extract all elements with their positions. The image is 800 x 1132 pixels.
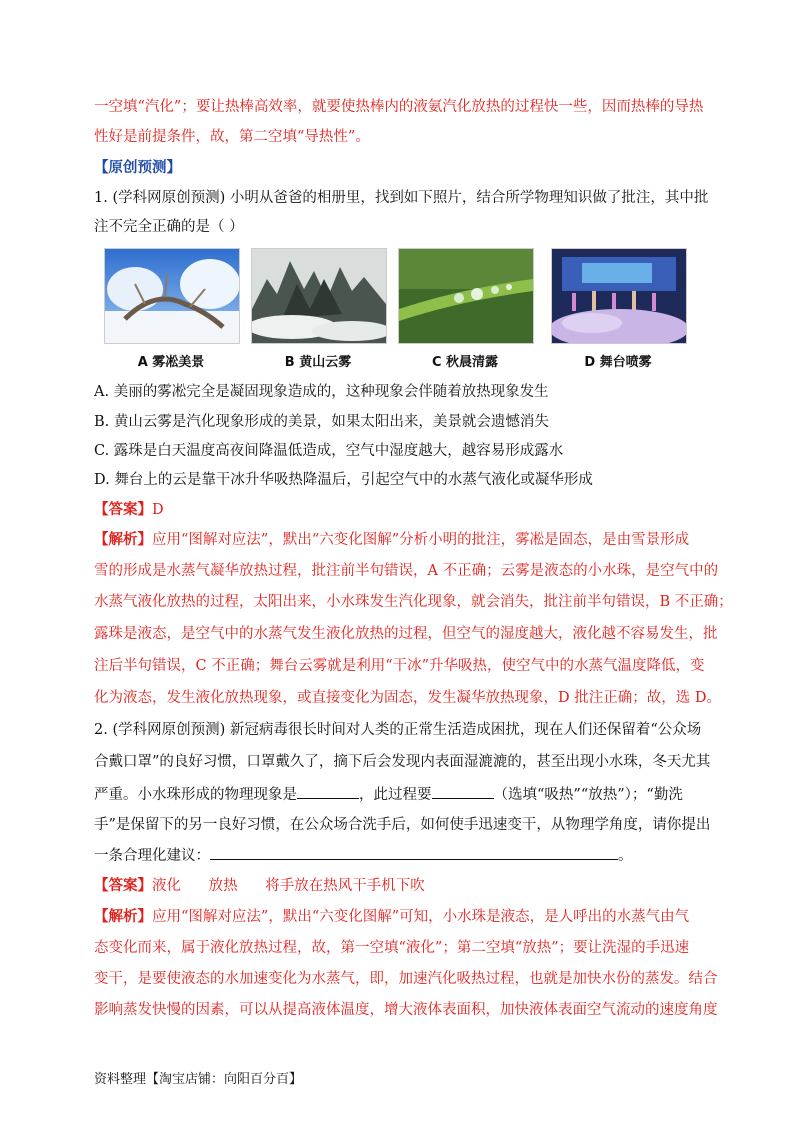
q1-option-b: B. 黄山云雾是汽化现象形成的美景，如果太阳出来，美景就会遗憾消失 xyxy=(94,414,549,430)
q1-analysis-line-1 xyxy=(94,530,714,550)
q2-stem-line-1: 2. (学科网原创预测) 新冠病毒很长时间对人类的正常生活造成困扰，现在人们还保留着“公众场 xyxy=(94,722,702,738)
photo-rime xyxy=(104,248,240,344)
q2-stem-line-4: 手”是保留下的另一良好习惯，在公众场合洗手后，如何使手迅速变干，从物理学角度，请你提出 xyxy=(94,817,711,833)
caption-c: C 秋晨清露 xyxy=(431,355,499,370)
q1-analysis-line-2: 雪的形成是水蒸气凝华放热过程，批注前半句错误，A 不正确；云雾是液态的小水珠，是空气中的 xyxy=(94,563,719,579)
q1-analysis-label: 【解析】 xyxy=(94,531,152,548)
q1-answer-label: 【答案】 xyxy=(94,501,152,518)
q2-stem-line-5 xyxy=(94,845,714,866)
q2-stem-line-3-b: ，此过程要 xyxy=(359,787,432,803)
q2-analysis-label: 【解析】 xyxy=(94,908,152,925)
q1-analysis-line-4: 露珠是液态，是空气中的水蒸气发生液化放热的过程，但空气的湿度越大，液化越不容易发生，批 xyxy=(94,626,718,642)
q2-stem-line-2: 合戴口罩”的良好习惯，口罩戴久了，摘下后会发现内表面湿漉漉的，甚至出现小水珠，冬天尤其 xyxy=(94,754,711,770)
q1-analysis-line-3: 水蒸气液化放热的过程，太阳出来，小水珠发生汽化现象，就会消失，批注前半句错误，B 不正确； xyxy=(94,594,733,610)
q1-answer xyxy=(94,500,714,520)
q2-stem-line-3 xyxy=(94,784,714,805)
q1-option-c: C. 露珠是白天温度高夜间降温低造成，空气中湿度越大，越容易形成露水 xyxy=(94,443,564,459)
q2-stem-line-3-c: （选填“吸热”“放热”）；“勤洗 xyxy=(493,787,683,803)
q2-answer xyxy=(94,876,714,896)
q1-answer-value: D xyxy=(152,502,164,518)
photo-dew xyxy=(398,248,534,344)
q1-stem-line-1: 1. (学科网原创预测) 小明从爸爸的相册里，找到如下照片，结合所学物理知识做了批注，其中批 xyxy=(94,190,709,206)
section-title: 【原创预测】 xyxy=(94,159,181,176)
q2-stem-line-3-a: 严重。小水珠形成的物理现象是 xyxy=(94,787,297,803)
photo-stage-fog xyxy=(551,248,687,344)
caption-a: A 雾凇美景 xyxy=(137,355,205,370)
page-footer: 资料整理【淘宝店铺：向阳百分百】 xyxy=(94,1072,303,1087)
caption-d: D 舞台喷雾 xyxy=(584,355,652,370)
q2-answer-text: 液化 放热 将手放在热风干手机下吹 xyxy=(152,878,425,894)
q2-blank-1[interactable] xyxy=(297,784,359,799)
q1-stem-line-2: 注不完全正确的是（ ） xyxy=(94,219,244,235)
q2-stem-line-5-b: 。 xyxy=(618,848,633,864)
photo-mountain-clouds xyxy=(251,248,387,344)
q2-analysis-line-2: 态变化而来，属于液化放热过程，故，第一空填“液化”；第二空填“放热”；要让洗湿的手迅速 xyxy=(94,940,690,956)
q1-analysis-text-1: 应用“图解对应法”，默出“六变化图解”分析小明的批注，雾凇是固态，是由雪景形成 xyxy=(152,532,690,548)
q1-analysis-line-6: 化为液态，发生液化放热现象，或直接变化为固态，发生凝华放热现象，D 批注正确；故，选 D。 xyxy=(94,690,721,706)
q2-analysis-text-1: 应用“图解对应法”，默出“六变化图解”可知，小水珠是液态，是人呼出的水蒸气由气 xyxy=(152,909,690,925)
q2-analysis-line-1 xyxy=(94,907,714,927)
q2-answer-label: 【答案】 xyxy=(94,877,152,894)
prev-analysis-line-2: 性好是前提条件，故，第二空填“导热性”。 xyxy=(94,129,370,145)
q1-option-d: D. 舞台上的云是靠干冰升华吸热降温后，引起空气中的水蒸气液化或凝华形成 xyxy=(94,472,593,488)
q2-blank-3[interactable] xyxy=(210,845,618,860)
q1-option-a: A. 美丽的雾凇完全是凝固现象造成的，这种现象会伴随着放热现象发生 xyxy=(94,384,549,400)
q2-analysis-line-4: 影响蒸发快慢的因素，可以从提高液体温度，增大液体表面积，加快液体表面空气流动的速度角度 xyxy=(94,1002,718,1018)
q2-blank-2[interactable] xyxy=(432,784,494,799)
q2-stem-line-5-a: 一条合理化建议： xyxy=(94,848,210,864)
prev-analysis-line-1: 一空填“汽化”；要让热棒高效率，就要使热棒内的液氨汽化放热的过程快一些，因而热棒的导热 xyxy=(94,99,704,115)
caption-b: B 黄山云雾 xyxy=(284,355,352,370)
q2-analysis-line-3: 变干，是要使液态的水加速变化为水蒸气，即，加速汽化吸热过程，也就是加快水份的蒸发。结合 xyxy=(94,971,718,987)
q1-analysis-line-5: 注后半句错误，C 不正确；舞台云雾就是利用“干冰”升华吸热，使空气中的水蒸气温度降低，变 xyxy=(94,658,705,674)
